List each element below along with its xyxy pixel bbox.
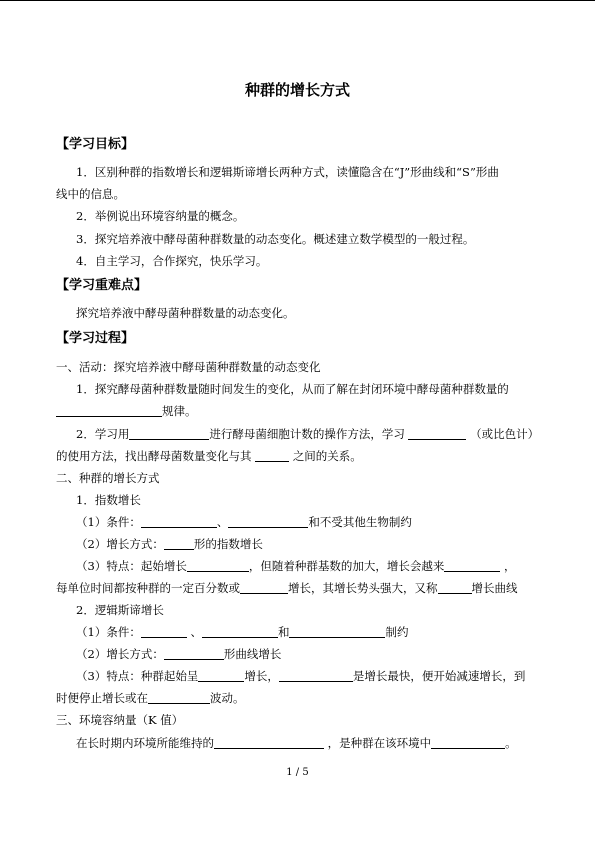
blank[interactable] (408, 427, 466, 440)
section-2-title: 二、种群的增长方式 (56, 471, 160, 485)
heading-learning-goals: 【学习目标】 (56, 137, 135, 152)
s2-item1-mode: （2）增长方式： 形的指数增长 (76, 537, 263, 551)
s2-item2-feature-line2: 时便停止增长或在 波动。 (56, 691, 245, 705)
section-1-title: 一、活动：探究培养液中酵母菌种群数量的动态变化 (56, 360, 321, 374)
blank[interactable] (187, 559, 249, 572)
s1-item2-line2: 的使用方法，找出酵母菌数量变化与其 之间的关系。 (56, 449, 362, 463)
s2-item2-title: 2．逻辑斯谛增长 (76, 603, 164, 617)
blank[interactable] (240, 581, 288, 594)
s2-item2-condition: （1）条件： 、 和 制约 (76, 625, 409, 639)
blank[interactable] (129, 427, 209, 440)
blank[interactable] (198, 669, 244, 682)
goal-1-line-2: 线中的信息。 (56, 187, 125, 201)
heading-learning-process: 【学习过程】 (56, 331, 135, 346)
blank[interactable] (148, 691, 210, 704)
blank[interactable] (56, 404, 162, 417)
section-3-title: 三、环境容纳量（K 值） (56, 713, 184, 727)
heading-key-points: 【学习重难点】 (56, 278, 148, 293)
blank[interactable] (431, 736, 505, 749)
s2-item1-title: 1．指数增长 (76, 493, 141, 507)
s2-item1-feature-line1: （3）特点：起始增长 ，但随着种群基数的加大，增长会越来 ， (76, 559, 516, 573)
blank[interactable] (202, 625, 278, 638)
blank[interactable] (141, 625, 187, 638)
blank[interactable] (279, 669, 353, 682)
blank[interactable] (141, 515, 217, 528)
blank[interactable] (164, 647, 224, 660)
s2-item1-feature-line2: 每单位时间都按种群的一定百分数或 增长，其增长势头强大，又称 增长曲线 (56, 581, 518, 595)
s2-item1-condition: （1）条件： 、 和不受其他生物制约 (76, 515, 412, 529)
s3-definition: 在长时期内环境所能维持的 ，是种群在该环境中 。 (76, 736, 517, 750)
goal-2: 2．举例说出环境容纳量的概念。 (76, 209, 245, 223)
key-point-text: 探究培养液中酵母菌种群数量的动态变化。 (76, 306, 295, 320)
goal-1-line-1: 1．区别种群的指数增长和逻辑斯谛增长两种方式，读懂隐含在“J”形曲线和“S”形曲 (76, 165, 499, 179)
page-title: 种群的增长方式 (244, 81, 350, 99)
blank[interactable] (438, 581, 472, 594)
s1-item1-line1: 1．探究酵母菌种群数量随时间发生的变化，从而了解在封闭环境中酵母菌种群数量的 (76, 382, 509, 396)
blank[interactable] (164, 537, 194, 550)
blank[interactable] (255, 449, 289, 462)
blank[interactable] (228, 515, 308, 528)
page-number: 1 / 5 (286, 767, 309, 778)
goal-3: 3．探究培养液中酵母菌种群数量的动态变化。概述建立数学模型的一般过程。 (76, 232, 475, 246)
s2-item2-mode: （2）增长方式： 形曲线增长 (76, 647, 282, 661)
blank[interactable] (214, 736, 324, 749)
s1-item1-line2: 规律。 (56, 403, 197, 419)
blank[interactable] (289, 625, 385, 638)
top-border (0, 0, 595, 1)
s1-item2-line1: 2．学习用 进行酵母菌细胞计数的操作方法，学习 （或比色计） (76, 427, 540, 441)
goal-4: 4．自主学习，合作探究，快乐学习。 (76, 254, 268, 268)
s2-item2-feature-line1: （3）特点：种群起始呈 增长， 是增长最快，便开始减速增长，到 (76, 669, 526, 683)
blank[interactable] (444, 559, 500, 572)
